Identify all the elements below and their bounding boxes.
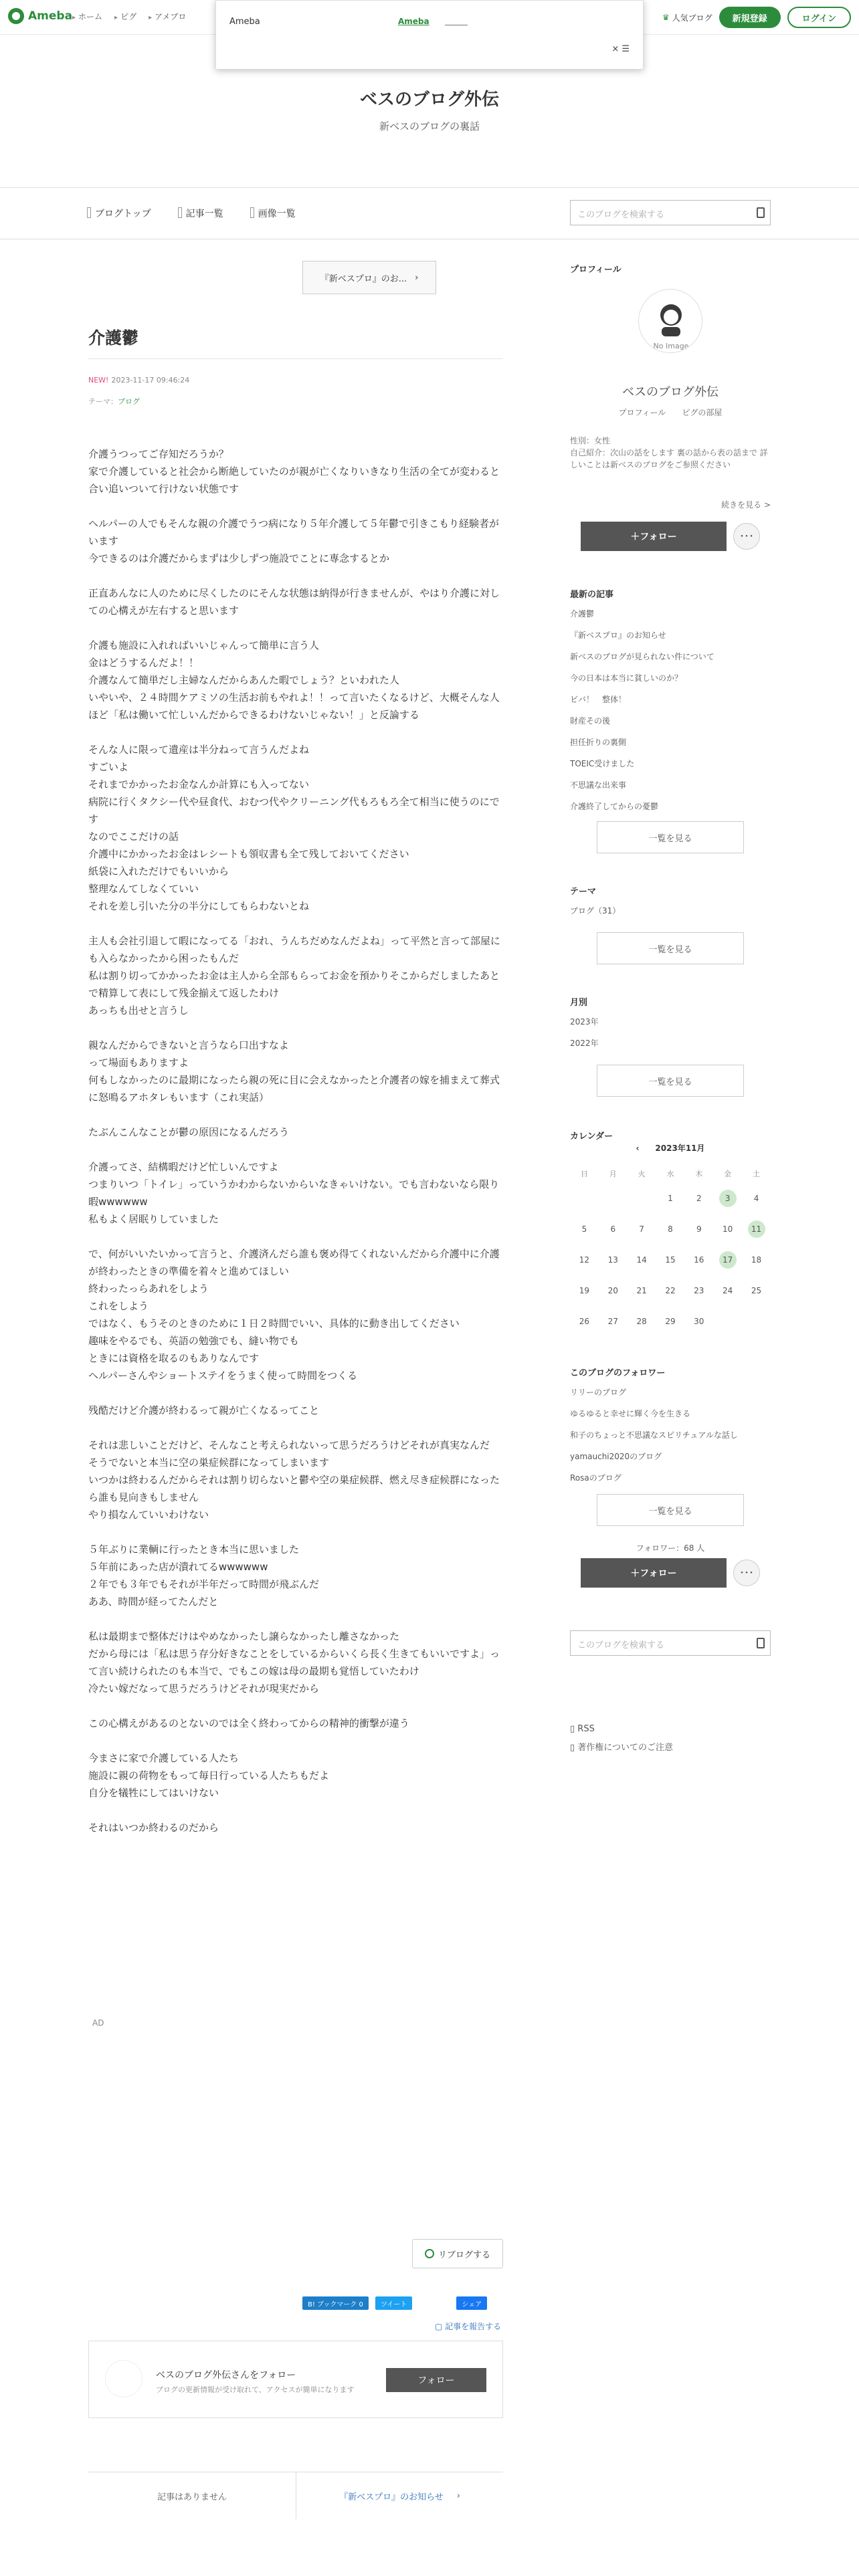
nav-pigg[interactable]: ▸ ピグ xyxy=(114,11,136,22)
calendar-month-label: 2023年11月 xyxy=(655,1144,705,1153)
reblog-label: リブログする xyxy=(438,2250,490,2260)
new-badge: NEW! xyxy=(88,376,109,385)
paragraph: ヘルパーの人でもそんな親の介護でうつ病になり５年介護して５年鬱で引きこもり経験者がいます 今できるのは介護だからまずは少しずつ施設でことに専念するとか xyxy=(88,518,499,564)
paragraph: 介護ってさ、結構暇だけど忙しいんですよ つまりいつ「トイレ」っていうかわからないからいなきゃいけない。でも言わないなら限り暇wwwwww 私もよく居眠りしていました xyxy=(88,1161,500,1225)
list-item[interactable]: 新ベスのブログが見られない件について xyxy=(570,652,714,661)
theme-heading: テーマ xyxy=(570,887,597,897)
list-item[interactable]: 財産その後 xyxy=(570,716,611,726)
profile-name[interactable]: ベスのブログ外伝 xyxy=(622,385,719,399)
weekday: 木 xyxy=(695,1170,703,1178)
follow-button-bottom[interactable]: ＋フォロー xyxy=(581,1558,727,1588)
title-divider xyxy=(88,358,503,359)
calendar-grid xyxy=(570,1164,771,1337)
popup-link[interactable]: Ameba xyxy=(398,17,430,26)
calendar-day: 9 xyxy=(696,1224,702,1234)
list-item[interactable]: リリーのブログ xyxy=(570,1388,627,1397)
paragraph: たぶんこんなことが鬱の原因になるんだろう xyxy=(88,1126,290,1138)
popup-brand: Ameba xyxy=(229,17,260,27)
calendar-day: 2 xyxy=(696,1194,702,1203)
recent-heading: 最新の記事 xyxy=(570,590,614,600)
nav-ameblo[interactable]: ▸ アメブロ xyxy=(149,11,186,22)
calendar-day-with-post[interactable]: 3 xyxy=(713,1183,742,1214)
chevron-right-icon: › xyxy=(456,2490,460,2501)
report-link[interactable] xyxy=(435,2321,501,2332)
followers-heading: このブログのフォロワー xyxy=(570,1368,666,1378)
tab-image-list[interactable]: 画像一覧 xyxy=(250,207,296,220)
paragraph: 親なんだからできないと言うなら口出すなよ って場面もありますよ 何もしなかったのに最期になったら親の死に目に会えなかったと介護者の嫁を捕まえて葬式に怒鳴るアホタレもいます（これ実話） xyxy=(88,1039,500,1103)
blog-title[interactable]: ベスのブログ外伝 xyxy=(359,90,499,110)
weekday: 土 xyxy=(753,1170,761,1178)
calendar-day: 10 xyxy=(723,1224,733,1234)
follow-button[interactable]: ＋フォロー xyxy=(581,522,727,551)
calendar-day-with-post[interactable]: 17 xyxy=(713,1245,742,1275)
ad-label: AD xyxy=(92,2018,104,2028)
paragraph: そんな人に限って遺産は半分ねって言うんだよね すごいよ それまでかかったお金なんか計算にも入ってない 病院に行くタクシー代や昼食代、おむつ代やクリーニング代もろもろ全て相当に使うのにです なのでここだけの話 介護中にかかったお金はレシートも領収書も全て残しておいてください 紙袋に入れただけでもいいから 整理なんてしなくていい それを差し引いた分の半分にしてもらわないとね xyxy=(88,744,500,912)
list-item[interactable]: 介護鬱 xyxy=(570,609,595,619)
rss-icon: ▯ xyxy=(570,1724,578,1734)
rss-link[interactable] xyxy=(570,1720,673,1739)
calendar-day-with-post[interactable]: 11 xyxy=(742,1214,771,1245)
calendar-day: 23 xyxy=(694,1286,704,1295)
theme-list xyxy=(570,900,620,922)
profile-info xyxy=(570,435,771,471)
paragraph: この心構えがあるのとないのでは全く終わってからの精神的衝撃が違う xyxy=(88,1717,409,1729)
sidebar-footer-links xyxy=(570,1720,673,1757)
paragraph: ５年ぶりに業輌に行ったとき本当に思いました ５年前にあった店が潰れてるwwwwww ２年でも３年でもそれが半年だって時間が飛ぶんだ ああ、時間が経ってたんだと xyxy=(88,1543,320,1608)
article-datetime: 2023-11-17 09:46:24 xyxy=(111,376,190,385)
popular-blog-label: 人気ブログ xyxy=(672,13,712,23)
calendar-day: 28 xyxy=(636,1317,647,1326)
blog-search-input[interactable] xyxy=(570,200,771,225)
paragraph: それは悲しいことだけど、そんなこと考えられないって思うだろうけどそれが真実なんだ そうでないと本当に空の巣症候群になってしまいます いつかは終わるんだからそれは割り切らないと鬱や空の巣症候群、燃え尽き症候群になったら誰も見向きもしません やり損なんていいわけない xyxy=(88,1439,500,1521)
copyright-link[interactable] xyxy=(570,1739,673,1757)
popup-close-button[interactable]: × ☰ xyxy=(611,44,630,54)
next-article-link-label: 『新ベスプロ』のお知らせ xyxy=(339,2492,444,2502)
list-item[interactable]: 今の日本は本当に貧しいのか？ xyxy=(570,673,683,683)
article-pager xyxy=(88,2472,503,2518)
list-item[interactable]: Rosaのブログ xyxy=(570,1473,622,1483)
calendar-day: 5 xyxy=(581,1224,587,1234)
paragraph: 私は最期まで整体だけはやめなかったし譲らなかったし離さなかった だから母には「私は思う存分好きなことをしているからいくら長く生きてもいいですよ」って言い続けられたのも本当で、でもこの嫁は母の最期も覚悟していたわけ 冷たい嫁だなって思うだろうけどそれが現実だから xyxy=(88,1630,500,1695)
list-item[interactable]: 2023年 xyxy=(570,1017,599,1027)
ameba-logo-text: Ameba xyxy=(28,9,73,23)
calendar-day xyxy=(570,1183,599,1214)
calendar-day: 27 xyxy=(607,1317,618,1326)
no-image-icon xyxy=(639,290,702,353)
month-list xyxy=(570,1011,599,1054)
sidebar xyxy=(570,262,771,1753)
list-item[interactable]: 介護終了してからの憂鬱 xyxy=(570,802,659,811)
profile-avatar[interactable] xyxy=(638,289,702,353)
report-label: 記事を報告する xyxy=(445,2322,502,2331)
document-icon: ▯ xyxy=(570,1743,578,1753)
list-item[interactable]: 和子のちょっと不思議なスピリチュアルな話し xyxy=(570,1430,738,1440)
list-item[interactable]: 2022年 xyxy=(570,1039,599,1048)
paragraph: 主人も会社引退して暇になってる「おれ、うんちだめなんだよね」って平然と言って部屋にも入らなかったから困ったもんだ 私は割り切ってかかったお金は主人から全部もらってお金を預かりそこからだしましたあとで精算して表にして残金揃えて返したわけ あっちも出せと言うし xyxy=(88,935,500,1016)
calendar-day: 1 xyxy=(668,1194,673,1203)
calendar-day: 25 xyxy=(751,1286,762,1295)
search-icon[interactable] xyxy=(757,1638,765,1648)
profile-more-link[interactable]: 続きを見る > xyxy=(721,500,771,510)
follow-card-name: ベスのブログ外伝さんをフォロー xyxy=(156,2370,296,2381)
list-item[interactable]: ブログ（31） xyxy=(570,906,621,916)
global-nav xyxy=(72,11,186,22)
month-list-all-button[interactable]: 一覧を見る xyxy=(597,1065,744,1097)
calendar-day: 4 xyxy=(753,1194,759,1203)
paragraph: 正直あんなに人のために尽くしたのにそんな状態は納得が行きませんが、やはり介護に対しての心構えが左右すると思います xyxy=(88,587,500,617)
calendar-month xyxy=(570,1142,771,1154)
follow-card xyxy=(88,2341,503,2418)
paragraph: 介護も施設に入れればいいじゃんって簡単に言う人 金はどうするんだよ！！ 介護なんて簡単だし主婦なんだからあんた暇でしょう？といわれた人 いやいや、２４時間ケアミソの生活お前もやれよ！！って言いたくなるけど、大概そんな人ほど「私は働いて忙しいんだからできるわけないじゃない！」と反論する xyxy=(88,639,500,721)
tab-entry-list[interactable]: 記事一覧 xyxy=(178,207,223,220)
next-article-button[interactable] xyxy=(302,261,436,294)
next-article-label: 『新ベスプロ』のお... xyxy=(320,274,407,284)
calendar-day xyxy=(599,1183,628,1214)
chevron-right-icon: › xyxy=(415,272,419,283)
article-body xyxy=(88,445,503,1854)
tab-blog-top[interactable]: ブログトップ xyxy=(87,207,151,220)
profile-gender: 性別：女性 xyxy=(570,436,611,445)
reblog-icon xyxy=(425,2249,434,2258)
avatar xyxy=(105,2360,142,2397)
list-item[interactable]: 担任折りの裏側 xyxy=(570,738,627,747)
reblog-button[interactable] xyxy=(412,2239,503,2268)
article-title[interactable]: 介護鬱 xyxy=(88,328,139,348)
article-theme xyxy=(88,396,140,407)
follower-count: フォロワー：68 人 xyxy=(636,1543,705,1553)
search-placeholder: このブログを検索する xyxy=(577,1640,665,1650)
share-button[interactable]: シェア xyxy=(456,2296,487,2310)
paragraph: で、何がいいたいかって言うと、介護済んだら誰も褒め得てくれないんだから介護中に介護が終わったときの準備を着々と進めてほしい 終わったっらあれをしよう これをしよう ではなく、もうそのときのために１日２時間でいい、具体的に動き出してください 趣味をやるでも、英語の勉強でも、縫い物でも ときには資格を取るのもありなんです ヘルパーさんやショートステイをうまく使って時間をつくる xyxy=(88,1248,500,1382)
follow-card-desc: ブログの更新情報が受け取れて、アクセスが簡単になります xyxy=(156,2385,355,2394)
calendar-day xyxy=(713,1306,742,1337)
paragraph: 残酷だけど介護が終わるって親が亡くなるってこと xyxy=(88,1404,320,1416)
followers-list xyxy=(570,1382,738,1489)
calendar-day: 19 xyxy=(579,1286,590,1295)
calendar-day: 13 xyxy=(607,1255,618,1265)
bookmark-button[interactable]: B! ブックマーク 0 xyxy=(302,2296,369,2310)
notification-popup xyxy=(215,0,644,70)
calendar-day: 12 xyxy=(579,1255,590,1265)
calendar-day: 16 xyxy=(694,1255,704,1265)
calendar-day: 18 xyxy=(751,1255,762,1265)
blog-subtitle: 新ベスのブログの裏話 xyxy=(379,120,480,132)
no-image-label: No Image xyxy=(653,342,689,350)
blog-subnav xyxy=(0,187,859,239)
list-item[interactable]: TOEIC受けました xyxy=(570,759,635,768)
calendar-day: 7 xyxy=(639,1224,644,1234)
followers-list-all-button[interactable]: 一覧を見る xyxy=(597,1494,744,1526)
chevron-left-icon[interactable]: ‹ xyxy=(636,1144,640,1153)
weekday: 日 xyxy=(580,1170,588,1178)
more-menu-button[interactable]: ･･･ xyxy=(733,523,760,550)
next-article-link[interactable] xyxy=(296,2472,503,2519)
ameba-logo[interactable] xyxy=(8,8,72,24)
calendar-day: 6 xyxy=(610,1224,616,1234)
register-button[interactable]: 新規登録 xyxy=(719,7,781,28)
calendar-day: 15 xyxy=(665,1255,676,1265)
ameba-logo-icon xyxy=(8,8,24,24)
rss-label: RSS xyxy=(577,1724,595,1734)
theme-link[interactable]: ブログ xyxy=(118,397,140,406)
calendar-heading: カレンダー xyxy=(570,1132,613,1142)
calendar-day: 30 xyxy=(694,1317,704,1326)
calendar-day: 29 xyxy=(665,1317,676,1326)
calendar-day: 14 xyxy=(636,1255,647,1265)
search-placeholder: このブログを検索する xyxy=(577,210,665,220)
month-heading: 月別 xyxy=(570,998,588,1008)
weekday: 火 xyxy=(638,1170,646,1178)
login-button[interactable]: ログイン xyxy=(787,7,851,28)
header-actions xyxy=(662,7,851,28)
theme-prefix: テーマ： xyxy=(88,397,118,406)
copyright-label: 著作権についてのご注意 xyxy=(577,1743,674,1753)
theme-list-all-button[interactable]: 一覧を見る xyxy=(597,932,744,964)
calendar-day: 21 xyxy=(636,1286,647,1295)
calendar-day: 20 xyxy=(607,1286,618,1295)
weekday: 月 xyxy=(609,1170,617,1178)
paragraph: 今まさに家で介護している人たち 施設に親の荷物をもって毎日行っている人たちもだよ 自分を犠牲にしてはいけない xyxy=(88,1752,330,1799)
paragraph: それはいつか終わるのだから xyxy=(88,1822,219,1834)
calendar-day: 24 xyxy=(723,1286,733,1295)
calendar-day: 22 xyxy=(665,1286,676,1295)
profile-intro: 自己紹介：次山の話をします 裏の話から表の話まで 詳しいことは新ベスのブログをご参照ください xyxy=(570,448,768,469)
crown-icon: ♛ xyxy=(662,13,670,22)
profile-links[interactable]: プロフィール ピグの部屋 xyxy=(618,408,723,417)
search-icon[interactable] xyxy=(757,207,765,218)
calendar-day: 26 xyxy=(579,1317,590,1326)
report-icon: ▢ xyxy=(435,2322,446,2331)
share-buttons xyxy=(302,2296,487,2310)
sidebar-search-input[interactable] xyxy=(570,1630,771,1656)
prev-article: 記事はありません xyxy=(157,2492,227,2502)
list-item[interactable]: 『新ベスプロ』のお知らせ xyxy=(570,631,666,640)
popular-blog-link[interactable] xyxy=(662,12,712,23)
article-date xyxy=(88,376,189,385)
weekday: 金 xyxy=(724,1170,732,1178)
calendar-day xyxy=(742,1306,771,1337)
paragraph: 介護うつってご存知だろうか？ 家で介護していると社会から断絶していたのが親が亡くなりいきなり生活の全てが変わると合い追いついて行けない状態です xyxy=(88,448,500,495)
calendar-day xyxy=(628,1183,656,1214)
list-item[interactable]: ゆるゆると幸せに輝く今を生きる xyxy=(570,1409,691,1418)
recent-list xyxy=(570,603,714,817)
weekday: 水 xyxy=(666,1170,674,1178)
calendar-day: 8 xyxy=(668,1224,673,1234)
tweet-button[interactable]: ツイート xyxy=(375,2296,413,2310)
recent-list-all-button[interactable]: 一覧を見る xyxy=(597,821,744,853)
calendar xyxy=(570,1142,771,1337)
list-item[interactable]: yamauchi2020のブログ xyxy=(570,1452,662,1461)
profile-heading: プロフィール xyxy=(570,265,622,275)
list-item[interactable]: 不思議な出来事 xyxy=(570,780,627,790)
list-item[interactable]: ビバ！ 整体！ xyxy=(570,695,627,704)
nav-home[interactable]: ▸ ホーム xyxy=(72,11,102,22)
follow-card-button[interactable]: フォロー xyxy=(386,2368,486,2392)
more-menu-button-bottom[interactable]: ･･･ xyxy=(733,1560,760,1586)
